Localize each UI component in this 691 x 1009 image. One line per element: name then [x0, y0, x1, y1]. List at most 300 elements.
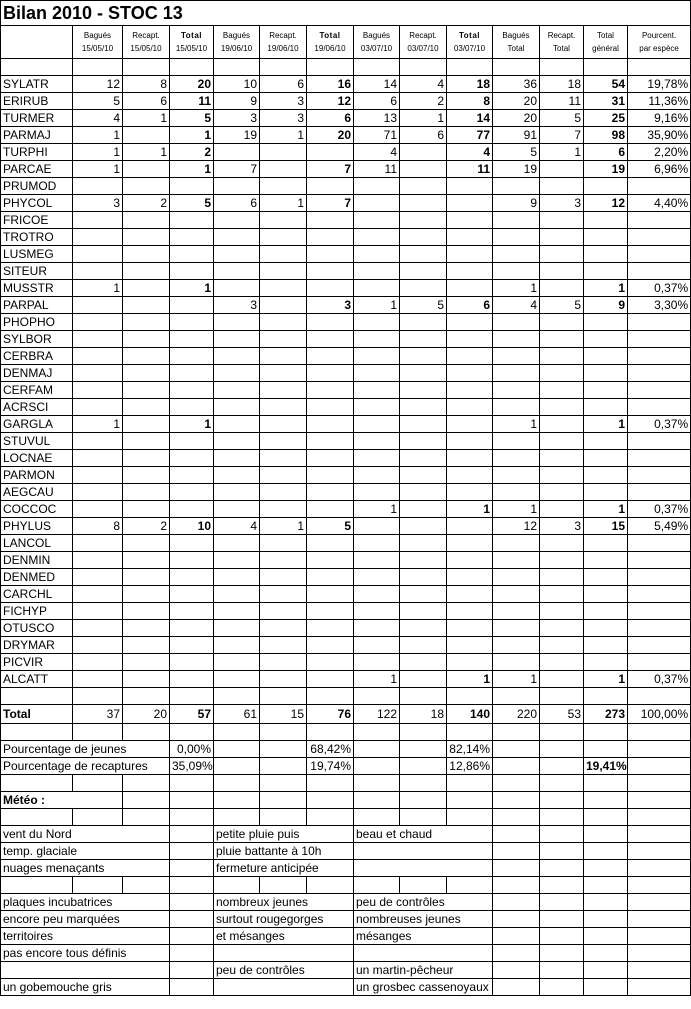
value-cell — [123, 297, 170, 314]
value-cell — [123, 671, 170, 688]
value-cell — [447, 212, 493, 229]
value-cell: 1 — [354, 671, 400, 688]
empty-cell — [354, 724, 400, 741]
empty-cell — [354, 775, 400, 792]
empty-cell — [214, 809, 260, 826]
value-cell — [260, 416, 307, 433]
empty-cell — [400, 688, 447, 705]
table-row — [1, 297, 691, 314]
value-cell: 77 — [447, 127, 493, 144]
value-cell — [628, 348, 691, 365]
value-cell: 0,37% — [628, 416, 691, 433]
value-cell — [354, 603, 400, 620]
empty-cell — [123, 724, 170, 741]
empty-cell — [170, 688, 214, 705]
value-cell — [447, 569, 493, 586]
value-cell: 1 — [400, 110, 447, 127]
value-cell — [354, 569, 400, 586]
value-cell — [447, 331, 493, 348]
empty-cell — [170, 894, 214, 911]
empty-cell — [123, 792, 170, 809]
table-row — [1, 212, 691, 229]
total-value: 122 — [354, 705, 400, 724]
blank-row — [1, 688, 691, 705]
empty-cell — [540, 928, 584, 945]
session3-note: un martin-pêcheur — [354, 962, 493, 979]
empty-cell — [540, 792, 584, 809]
value-cell — [307, 569, 354, 586]
empty-cell — [584, 843, 628, 860]
total-value: 20 — [123, 705, 170, 724]
session3-note: un grosbec cassenoyaux — [354, 979, 493, 996]
value-cell — [628, 263, 691, 280]
species-code: PHYCOL — [1, 195, 73, 212]
empty-cell — [170, 979, 214, 996]
value-cell — [447, 195, 493, 212]
empty-cell — [628, 911, 691, 928]
value-cell — [307, 144, 354, 161]
value-cell — [400, 620, 447, 637]
column-header — [584, 26, 628, 59]
column-header-bottom: 19/06/10 — [267, 44, 299, 53]
species-code: PHOPHO — [1, 314, 73, 331]
value-cell — [170, 178, 214, 195]
value-cell — [540, 416, 584, 433]
value-cell — [170, 348, 214, 365]
empty-cell — [493, 688, 540, 705]
value-cell — [354, 620, 400, 637]
value-cell: 5 — [73, 93, 123, 110]
value-cell: 1 — [493, 416, 540, 433]
empty-cell — [123, 775, 170, 792]
value-cell: 1 — [170, 280, 214, 297]
blank-row — [1, 877, 691, 894]
value-cell — [493, 263, 540, 280]
empty-cell — [584, 741, 628, 758]
species-code: STUVUL — [1, 433, 73, 450]
value-cell: 1 — [123, 144, 170, 161]
empty-cell — [540, 724, 584, 741]
value-cell — [400, 654, 447, 671]
value-cell — [540, 450, 584, 467]
value-cell — [214, 654, 260, 671]
table-row — [1, 365, 691, 382]
value-cell — [400, 467, 447, 484]
session3-note — [354, 860, 493, 877]
value-cell — [214, 365, 260, 382]
value-cell — [540, 637, 584, 654]
species-code: MUSSTR — [1, 280, 73, 297]
value-cell: 3 — [540, 195, 584, 212]
value-cell: 6 — [400, 127, 447, 144]
total-value: 57 — [170, 705, 214, 724]
value-cell — [540, 569, 584, 586]
value-cell — [123, 382, 170, 399]
value-cell: 11 — [447, 161, 493, 178]
remark-row — [1, 894, 691, 911]
empty-cell — [628, 843, 691, 860]
value-cell: 4 — [214, 518, 260, 535]
value-cell — [447, 365, 493, 382]
empty-cell — [354, 741, 400, 758]
value-cell: 19 — [214, 127, 260, 144]
value-cell — [170, 382, 214, 399]
table-row — [1, 671, 691, 688]
empty-cell — [170, 826, 214, 843]
empty-cell — [628, 688, 691, 705]
value-cell: 12 — [73, 76, 123, 93]
value-cell — [170, 399, 214, 416]
value-cell — [493, 365, 540, 382]
column-header — [170, 26, 214, 59]
value-cell — [214, 229, 260, 246]
total-value: 53 — [540, 705, 584, 724]
value-cell: 19,78% — [628, 76, 691, 93]
value-cell — [540, 382, 584, 399]
value-cell: 3 — [260, 110, 307, 127]
empty-cell — [307, 877, 354, 894]
value-cell — [493, 450, 540, 467]
empty-cell — [540, 894, 584, 911]
value-cell: 13 — [354, 110, 400, 127]
empty-cell — [260, 724, 307, 741]
value-cell — [307, 331, 354, 348]
species-code: ERIRUB — [1, 93, 73, 110]
value-cell: 36 — [493, 76, 540, 93]
empty-cell — [628, 775, 691, 792]
value-cell — [260, 161, 307, 178]
empty-cell — [260, 877, 307, 894]
empty-cell — [170, 775, 214, 792]
value-cell — [260, 535, 307, 552]
value-cell: 7 — [214, 161, 260, 178]
value-cell — [400, 178, 447, 195]
empty-cell — [400, 877, 447, 894]
empty-cell — [400, 775, 447, 792]
value-cell — [354, 433, 400, 450]
value-cell — [260, 484, 307, 501]
value-cell — [354, 280, 400, 297]
column-header-bottom: 03/07/10 — [407, 44, 439, 53]
value-cell — [260, 331, 307, 348]
empty-cell — [307, 809, 354, 826]
weather-row — [1, 860, 691, 877]
empty-cell — [170, 928, 214, 945]
value-cell — [447, 586, 493, 603]
value-cell — [447, 518, 493, 535]
value-cell — [540, 535, 584, 552]
value-cell — [354, 348, 400, 365]
value-cell — [447, 263, 493, 280]
column-header — [628, 26, 691, 59]
value-cell: 1 — [73, 416, 123, 433]
value-cell — [260, 144, 307, 161]
column-header-top: Total — [458, 31, 480, 40]
empty-cell — [1, 809, 73, 826]
value-cell — [447, 399, 493, 416]
empty-cell — [628, 792, 691, 809]
table-row — [1, 263, 691, 280]
value-cell: 5 — [540, 297, 584, 314]
species-code: ACRSCI — [1, 399, 73, 416]
empty-cell — [400, 724, 447, 741]
value-cell — [73, 450, 123, 467]
empty-cell — [170, 877, 214, 894]
value-cell — [73, 484, 123, 501]
value-cell — [584, 399, 628, 416]
value-cell: 1 — [260, 518, 307, 535]
value-cell — [73, 229, 123, 246]
column-header-bottom: 15/05/10 — [130, 44, 162, 53]
value-cell — [540, 603, 584, 620]
empty-cell — [493, 979, 540, 996]
value-cell — [307, 246, 354, 263]
value-cell — [493, 433, 540, 450]
species-code: TROTRO — [1, 229, 73, 246]
table-row — [1, 586, 691, 603]
value-cell — [584, 484, 628, 501]
table-row — [1, 110, 691, 127]
empty-cell — [628, 826, 691, 843]
value-cell — [307, 399, 354, 416]
empty-cell — [584, 911, 628, 928]
empty-cell — [447, 688, 493, 705]
value-cell — [354, 229, 400, 246]
value-cell — [73, 297, 123, 314]
value-cell: 5,49% — [628, 518, 691, 535]
value-cell — [307, 178, 354, 195]
value-cell — [447, 246, 493, 263]
value-cell — [214, 382, 260, 399]
table-row — [1, 501, 691, 518]
value-cell — [123, 246, 170, 263]
value-cell — [170, 654, 214, 671]
empty-cell — [540, 826, 584, 843]
value-cell — [584, 382, 628, 399]
empty-cell — [1, 724, 73, 741]
value-cell — [260, 280, 307, 297]
value-cell — [540, 552, 584, 569]
value-cell: 3 — [540, 518, 584, 535]
value-cell: 7 — [540, 127, 584, 144]
empty-cell — [400, 792, 447, 809]
value-cell — [123, 280, 170, 297]
species-code: FICHYP — [1, 603, 73, 620]
value-cell — [628, 433, 691, 450]
value-cell — [493, 331, 540, 348]
column-header-bottom: général — [592, 44, 619, 53]
value-cell — [123, 620, 170, 637]
value-cell — [493, 229, 540, 246]
value-cell: 5 — [170, 110, 214, 127]
value-cell: 4 — [493, 297, 540, 314]
value-cell — [447, 620, 493, 637]
value-cell — [260, 297, 307, 314]
column-header — [447, 26, 493, 59]
empty-cell — [628, 809, 691, 826]
table-row — [1, 637, 691, 654]
value-cell — [170, 433, 214, 450]
table-row — [1, 535, 691, 552]
empty-cell — [307, 688, 354, 705]
column-header — [307, 26, 354, 59]
value-cell — [123, 348, 170, 365]
value-cell — [307, 603, 354, 620]
value-cell: 4 — [400, 76, 447, 93]
empty-cell — [584, 826, 628, 843]
value-cell — [400, 314, 447, 331]
table-row — [1, 552, 691, 569]
value-cell — [260, 501, 307, 518]
value-cell — [628, 484, 691, 501]
empty-cell — [628, 945, 691, 962]
value-cell: 10 — [214, 76, 260, 93]
table-row — [1, 620, 691, 637]
empty-cell — [584, 877, 628, 894]
value-cell: 6 — [447, 297, 493, 314]
value-cell: 5 — [493, 144, 540, 161]
value-cell — [354, 654, 400, 671]
value-cell — [307, 552, 354, 569]
empty-cell — [170, 860, 214, 877]
empty-cell — [628, 758, 691, 775]
value-cell — [73, 569, 123, 586]
value-cell — [540, 212, 584, 229]
blank-row — [1, 59, 691, 76]
value-cell — [307, 484, 354, 501]
value-cell — [73, 212, 123, 229]
empty-cell — [540, 843, 584, 860]
value-cell — [307, 212, 354, 229]
value-cell — [354, 467, 400, 484]
value-cell — [170, 212, 214, 229]
session3-note — [354, 843, 493, 860]
value-cell — [540, 161, 584, 178]
value-cell — [584, 365, 628, 382]
empty-cell — [400, 809, 447, 826]
value-cell — [540, 280, 584, 297]
value-cell: 6 — [307, 110, 354, 127]
value-cell — [73, 501, 123, 518]
value-cell — [73, 671, 123, 688]
sheet-title: Bilan 2010 - STOC 13 — [1, 1, 691, 26]
value-cell: 1 — [584, 671, 628, 688]
value-cell — [584, 603, 628, 620]
value-cell: 15 — [584, 518, 628, 535]
value-cell — [628, 569, 691, 586]
value-cell — [214, 484, 260, 501]
value-cell — [628, 603, 691, 620]
column-header — [73, 26, 123, 59]
species-code: PARCAE — [1, 161, 73, 178]
value-cell: 11 — [170, 93, 214, 110]
table-row — [1, 93, 691, 110]
empty-cell — [400, 741, 447, 758]
table-row — [1, 603, 691, 620]
empty-cell — [260, 741, 307, 758]
species-code: LANCOL — [1, 535, 73, 552]
value-cell — [307, 671, 354, 688]
value-cell: 5 — [170, 195, 214, 212]
column-header-row — [1, 26, 691, 59]
species-code: CARCHL — [1, 586, 73, 603]
value-cell — [447, 450, 493, 467]
value-cell: 12 — [584, 195, 628, 212]
value-cell — [354, 416, 400, 433]
empty-cell — [170, 724, 214, 741]
species-code: PHYLUS — [1, 518, 73, 535]
value-cell — [400, 535, 447, 552]
value-cell — [400, 161, 447, 178]
empty-cell — [260, 758, 307, 775]
value-cell: 4 — [73, 110, 123, 127]
young-pct-session2: 68,42% — [307, 741, 354, 758]
empty-cell — [628, 928, 691, 945]
session2-note: peu de contrôles — [214, 962, 354, 979]
empty-cell — [628, 979, 691, 996]
value-cell — [260, 637, 307, 654]
value-cell — [170, 263, 214, 280]
header-empty — [1, 26, 73, 59]
session3-note: beau et chaud — [354, 826, 493, 843]
empty-cell — [73, 724, 123, 741]
empty-cell — [447, 724, 493, 741]
empty-cell — [493, 928, 540, 945]
value-cell — [307, 263, 354, 280]
value-cell — [628, 365, 691, 382]
empty-cell — [493, 894, 540, 911]
value-cell — [493, 603, 540, 620]
value-cell — [123, 178, 170, 195]
value-cell — [354, 195, 400, 212]
column-header-bottom: 03/07/10 — [360, 44, 393, 53]
value-cell — [214, 433, 260, 450]
value-cell: 6 — [123, 93, 170, 110]
session2-note — [214, 979, 354, 996]
empty-cell — [354, 809, 400, 826]
value-cell: 35,90% — [628, 127, 691, 144]
value-cell — [400, 450, 447, 467]
value-cell — [123, 450, 170, 467]
empty-cell — [214, 688, 260, 705]
session1-note: un gobemouche gris — [1, 979, 170, 996]
table-row — [1, 246, 691, 263]
value-cell — [493, 314, 540, 331]
column-header-bottom: Total — [553, 44, 570, 53]
value-cell — [400, 263, 447, 280]
value-cell: 6 — [354, 93, 400, 110]
value-cell — [214, 212, 260, 229]
empty-cell — [584, 724, 628, 741]
value-cell: 54 — [584, 76, 628, 93]
value-cell — [540, 178, 584, 195]
value-cell — [584, 212, 628, 229]
value-cell — [260, 569, 307, 586]
value-cell — [493, 178, 540, 195]
value-cell — [354, 314, 400, 331]
value-cell — [493, 348, 540, 365]
session2-note: nombreux jeunes — [214, 894, 354, 911]
value-cell — [354, 518, 400, 535]
value-cell — [540, 484, 584, 501]
column-header-bottom: 15/05/10 — [81, 44, 114, 53]
empty-cell — [540, 741, 584, 758]
value-cell: 91 — [493, 127, 540, 144]
value-cell — [123, 263, 170, 280]
value-cell — [73, 314, 123, 331]
value-cell — [540, 314, 584, 331]
value-cell: 8 — [73, 518, 123, 535]
